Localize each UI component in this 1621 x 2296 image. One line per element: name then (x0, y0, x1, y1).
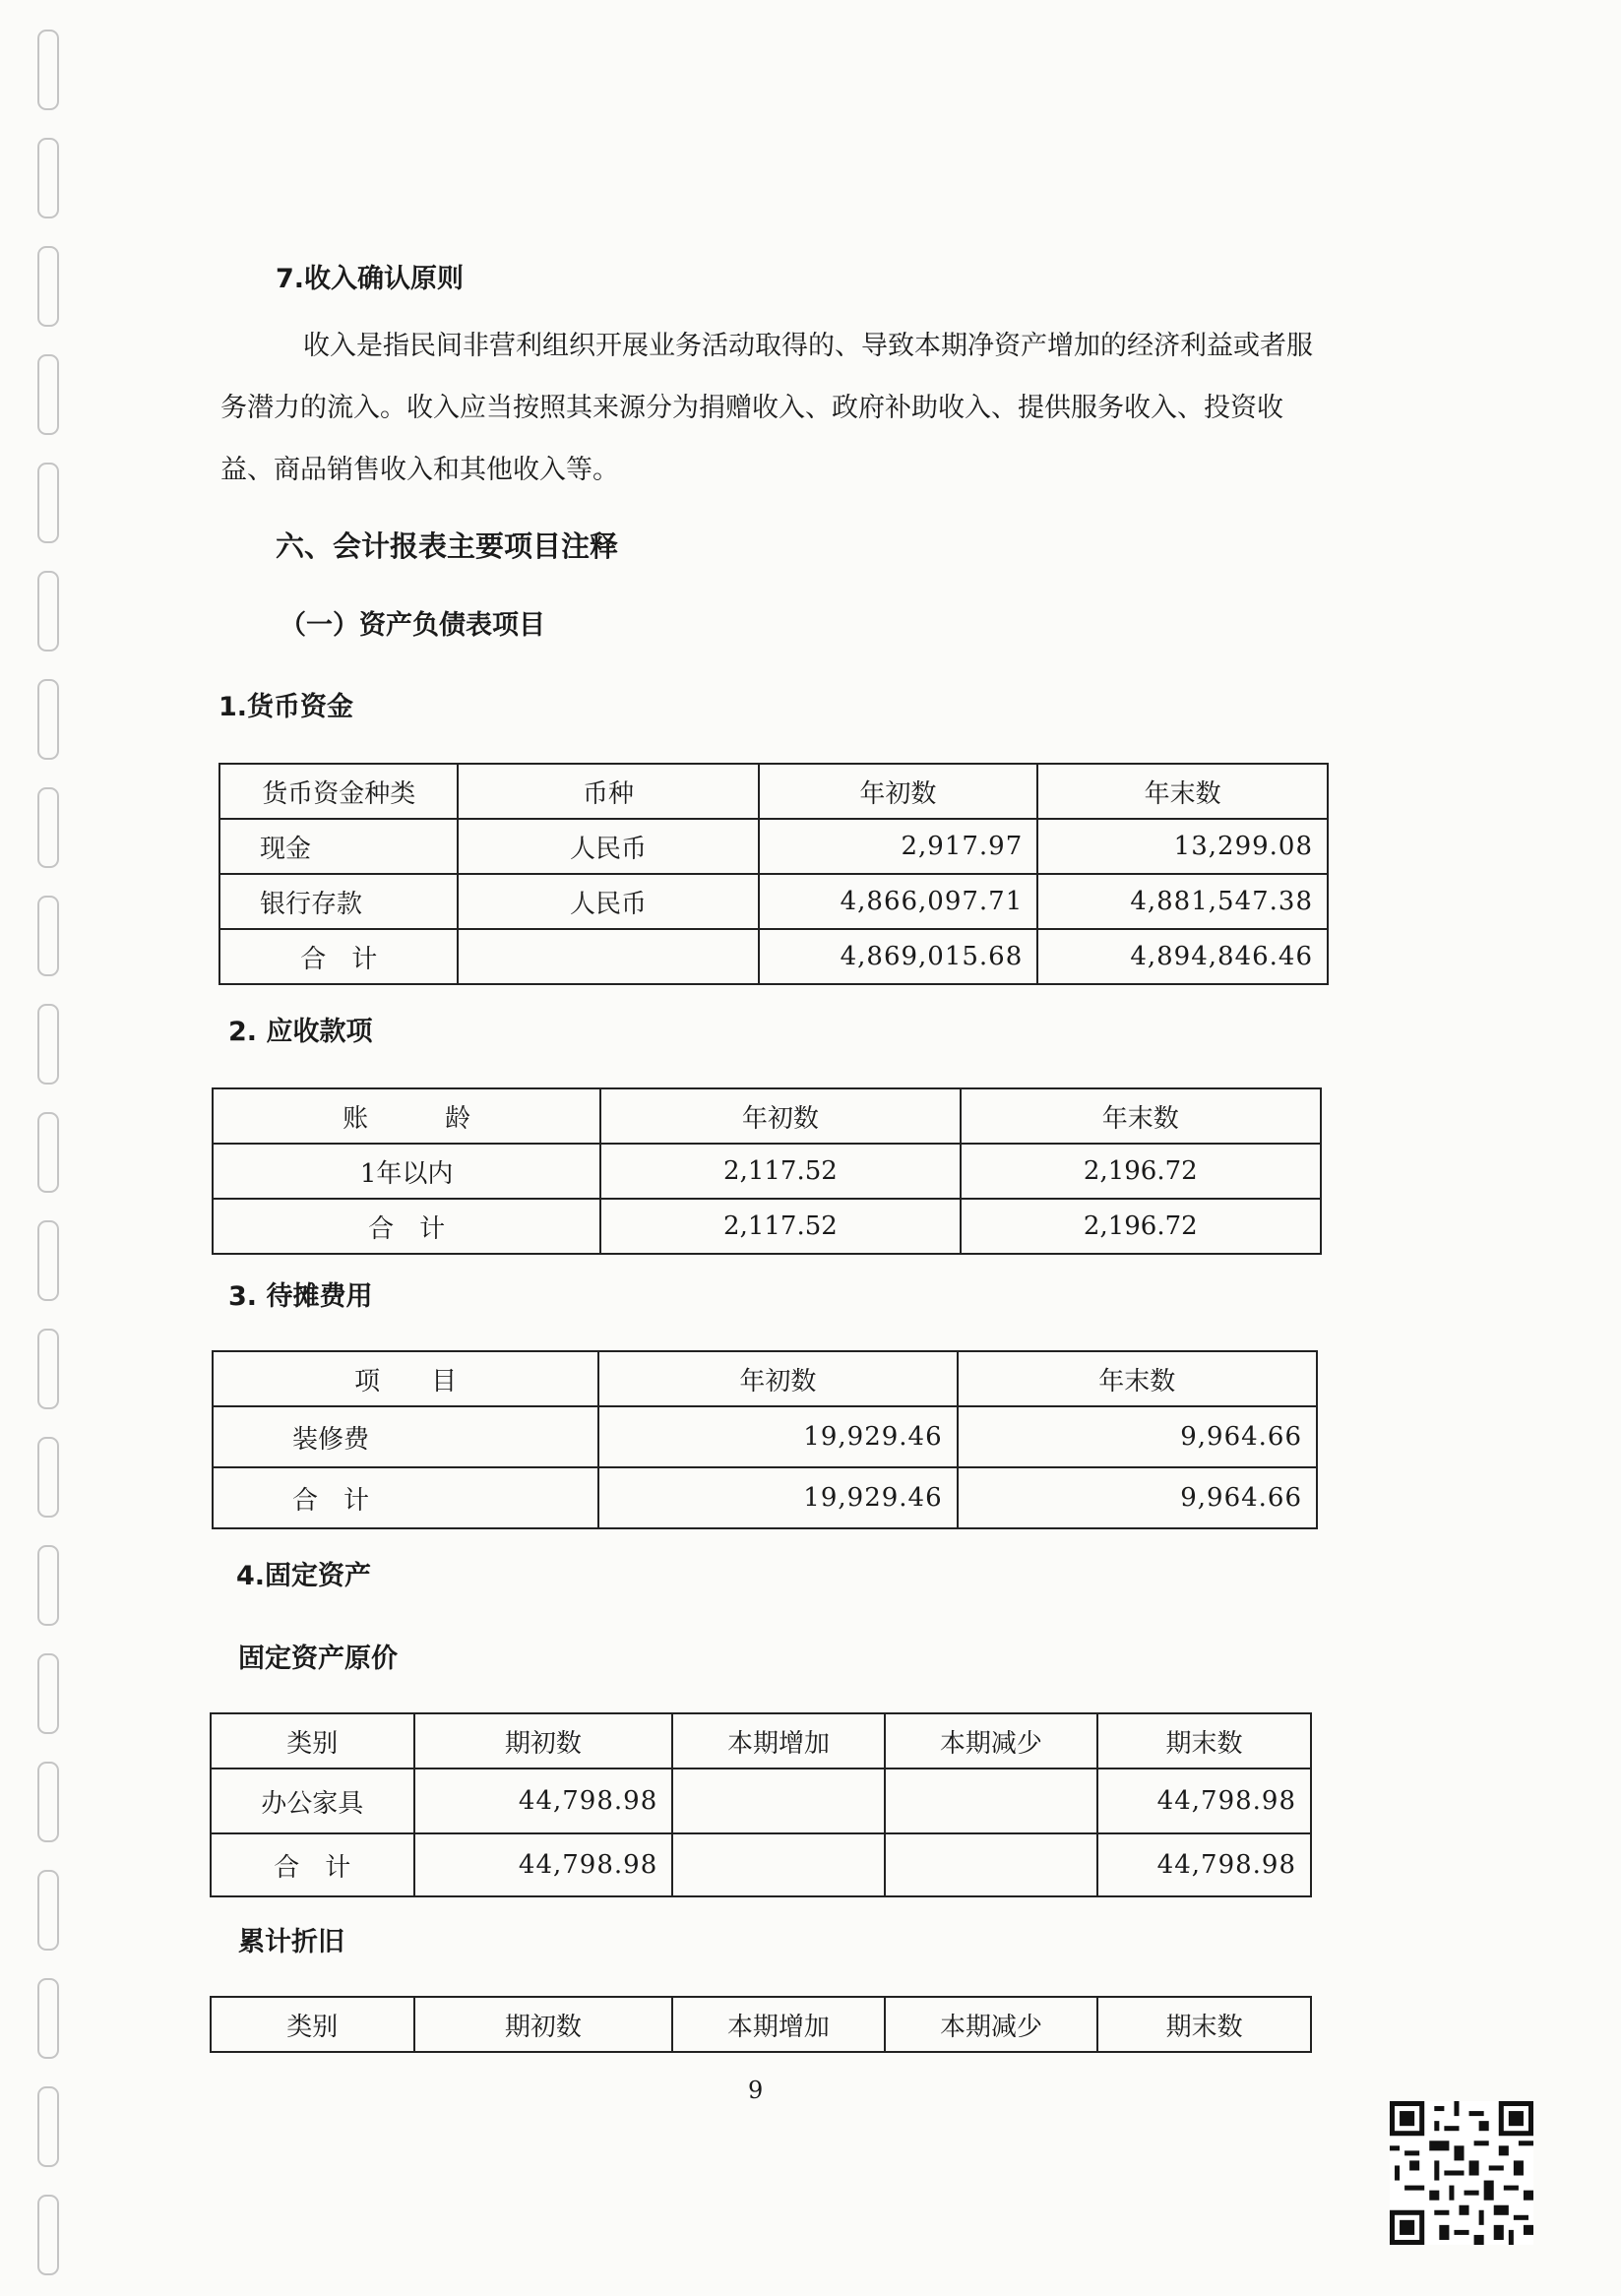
binding-ring-icon (37, 246, 59, 327)
table-header-cell: 年末数 (958, 1351, 1317, 1406)
table-cell: 2,196.72 (961, 1199, 1321, 1254)
table-header-row (213, 1351, 1317, 1406)
receivables-table (212, 1087, 1322, 1255)
table-cell: 44,798.98 (414, 1769, 673, 1833)
table-cell (458, 929, 758, 984)
binding-ring-icon (37, 138, 59, 218)
table-header-cell: 类别 (211, 1713, 414, 1769)
binding-ring-icon (37, 1004, 59, 1085)
fixed-title: 4.固定资产 (236, 1561, 372, 1591)
table-cell: 19,929.46 (598, 1467, 957, 1528)
binding-ring-icon (37, 679, 59, 760)
binding-ring-icon (37, 1978, 59, 2059)
table-cell: 4,881,547.38 (1037, 874, 1328, 929)
binding-ring-icon (37, 571, 59, 652)
table-cell: 办公家具 (211, 1769, 414, 1833)
table-cell (885, 1833, 1097, 1896)
table-row (219, 819, 1328, 874)
table-cell: 2,917.97 (759, 819, 1038, 874)
table-row (213, 1467, 1317, 1528)
table-cell (885, 1769, 1097, 1833)
binding-ring-icon (37, 2195, 59, 2275)
table-cell: 44,798.98 (1097, 1769, 1311, 1833)
page-number: 9 (748, 2077, 764, 2104)
table-cell: 9,964.66 (958, 1467, 1317, 1528)
table-row (213, 1199, 1321, 1254)
table-header-cell: 期初数 (414, 1997, 673, 2052)
cash-title: 1.货币资金 (218, 692, 354, 722)
table-header-row (211, 1997, 1311, 2052)
table-header-cell: 年末数 (961, 1088, 1321, 1144)
table-header-cell: 货币资金种类 (219, 764, 458, 819)
table-cell: 13,299.08 (1037, 819, 1328, 874)
binding-ring-icon (37, 1653, 59, 1734)
table-header-cell: 期初数 (414, 1713, 673, 1769)
subchapter-title: （一）资产负债表项目 (280, 610, 545, 641)
binding-strip (28, 20, 67, 2283)
table-cell: 44,798.98 (414, 1833, 673, 1896)
fixed-original-title: 固定资产原价 (238, 1644, 398, 1674)
prepaid-title: 3. 待摊费用 (228, 1281, 373, 1312)
table-cell: 现金 (219, 819, 458, 874)
table-cell: 4,894,846.46 (1037, 929, 1328, 984)
table-cell: 19,929.46 (598, 1406, 957, 1467)
prepaid-table (212, 1350, 1318, 1529)
table-header-row (213, 1088, 1321, 1144)
table-header-cell: 本期减少 (885, 1997, 1098, 2052)
table-cell: 1年以内 (213, 1144, 600, 1199)
table-cell: 合 计 (213, 1199, 600, 1254)
table-cell: 合 计 (213, 1467, 598, 1528)
table-cell: 44,798.98 (1097, 1833, 1311, 1896)
table-row (219, 929, 1328, 984)
binding-ring-icon (37, 30, 59, 110)
table-cell: 2,196.72 (961, 1144, 1321, 1199)
binding-ring-icon (37, 896, 59, 976)
table-header-cell: 年初数 (600, 1088, 960, 1144)
section7-body: 收入是指民间非营利组织开展业务活动取得的、导致本期净资产增加的经济利益或者服务潜力的流入。收入应当按照其来源分为捐赠收入、政府补助收入、提供服务收入、投资收益、商品销售收入和其他收入等。 (220, 331, 1313, 485)
table-row (219, 874, 1328, 929)
fixed-original-table (210, 1712, 1312, 1897)
table-row (213, 1144, 1321, 1199)
binding-ring-icon (37, 463, 59, 543)
table-header-cell: 年末数 (1037, 764, 1328, 819)
cash-table (218, 763, 1329, 985)
table-cell: 9,964.66 (958, 1406, 1317, 1467)
table-row (213, 1406, 1317, 1467)
table-cell: 4,866,097.71 (759, 874, 1038, 929)
binding-ring-icon (37, 1437, 59, 1518)
depreciation-title: 累计折旧 (238, 1927, 344, 1957)
table-cell: 人民币 (458, 819, 758, 874)
table-cell: 合 计 (211, 1833, 414, 1896)
chapter-title: 六、会计报表主要项目注释 (276, 529, 619, 563)
table-header-cell: 期末数 (1097, 1713, 1311, 1769)
table-header-cell: 年初数 (759, 764, 1038, 819)
depreciation-table (210, 1996, 1312, 2053)
table-row (211, 1833, 1311, 1896)
table-cell: 4,869,015.68 (759, 929, 1038, 984)
table-header-cell: 账 龄 (213, 1088, 600, 1144)
table-header-cell: 本期增加 (672, 1713, 884, 1769)
binding-ring-icon (37, 1870, 59, 1951)
binding-ring-icon (37, 1329, 59, 1409)
table-header-cell: 项 目 (213, 1351, 598, 1406)
table-header-row (211, 1713, 1311, 1769)
table-cell: 2,117.52 (600, 1199, 960, 1254)
binding-ring-icon (37, 1545, 59, 1626)
qr-code-icon (1390, 2101, 1533, 2245)
table-cell: 装修费 (213, 1406, 598, 1467)
table-header-cell: 期末数 (1097, 1997, 1311, 2052)
binding-ring-icon (37, 1112, 59, 1193)
table-cell (672, 1769, 884, 1833)
table-cell: 2,117.52 (600, 1144, 960, 1199)
table-cell (672, 1833, 884, 1896)
table-header-row (219, 764, 1328, 819)
table-header-cell: 本期增加 (672, 1997, 885, 2052)
binding-ring-icon (37, 787, 59, 868)
binding-ring-icon (37, 2086, 59, 2167)
table-header-cell: 本期减少 (885, 1713, 1097, 1769)
table-header-cell: 币种 (458, 764, 758, 819)
binding-ring-icon (37, 1220, 59, 1301)
binding-ring-icon (37, 354, 59, 435)
table-row (211, 1769, 1311, 1833)
table-header-cell: 类别 (211, 1997, 414, 2052)
table-cell: 银行存款 (219, 874, 458, 929)
table-cell: 人民币 (458, 874, 758, 929)
table-cell: 合 计 (219, 929, 458, 984)
table-header-cell: 年初数 (598, 1351, 957, 1406)
binding-ring-icon (37, 1762, 59, 1842)
receivables-title: 2. 应收款项 (228, 1017, 373, 1047)
section7-title: 7.收入确认原则 (276, 264, 465, 294)
